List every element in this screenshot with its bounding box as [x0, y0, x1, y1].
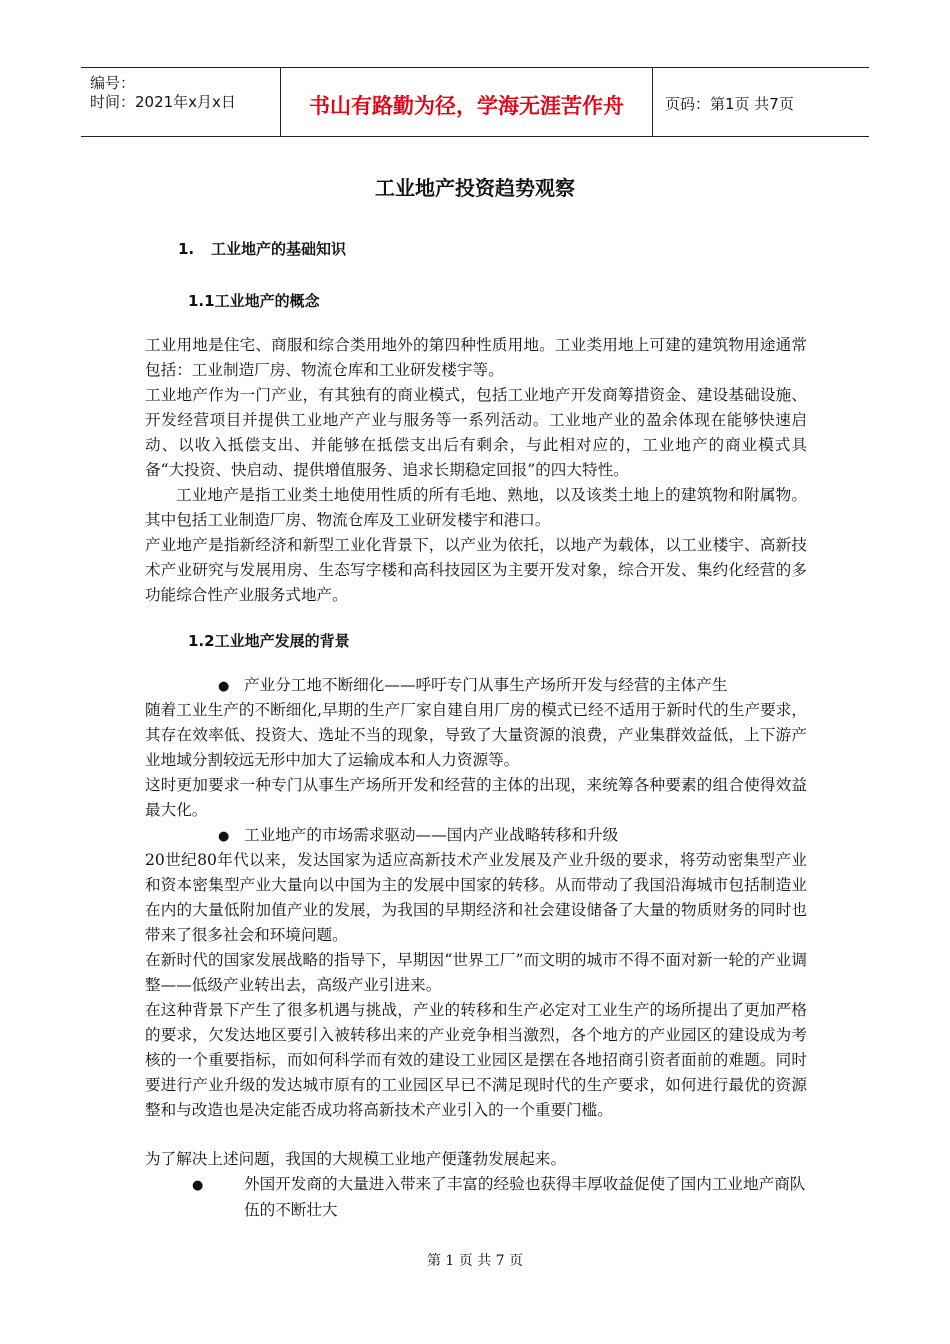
- section-number: 1.: [178, 240, 195, 258]
- paragraph: 这时更加要求一种专门从事生产场所开发和经营的主体的出现，来统筹各种要素的组合使得效益最大化。: [145, 776, 807, 819]
- paragraph: 20世纪80年代以来，发达国家为适应高新技术产业发展及产业升级的要求，将劳动密集型产业和资本密集型产业大量向以中国为主的发展中国家的转移。从而带动了我国沿海城市包括制造业在内的大量低附加值产业的发展，为我国的早期经济和社会建设储备了大量的物质财务的同时也带来了很多社会和环境问题。: [145, 851, 807, 944]
- bullet-icon: ●: [192, 1178, 204, 1193]
- section-1-1-heading: 1.1工业地产的概念: [188, 292, 320, 310]
- header-left-cell: [81, 68, 279, 136]
- bullet-icon: ●: [218, 829, 230, 844]
- bullet-item: [192, 1172, 809, 1223]
- bullet-text: 工业地产的市场需求驱动——国内产业战略转移和升级: [244, 826, 619, 844]
- header-table: [81, 67, 869, 137]
- page-label: 页码：第1页 共7页: [665, 95, 794, 113]
- section-1-heading: [178, 238, 346, 259]
- paragraph: 随着工业生产的不断细化,早期的生产厂家自建自用厂房的模式已经不适用于新时代的生产要求，其存在效率低、投资大、选址不当的现象，导致了大量资源的浪费，产业集群效益低，上下游产业地域分割较远无形中加大了运输成本和人力资源等。: [145, 701, 807, 769]
- bullet-text: 产业分工地不断细化——呼吁专门从事生产场所开发与经营的主体产生: [244, 676, 728, 694]
- bullet-item: [218, 673, 808, 699]
- paragraph: 工业地产是指工业类土地使用性质的所有毛地、熟地，以及该类土地上的建筑物和附属物。其中包括工业制造厂房、物流仓库及工业研发楼宇和港口。: [145, 486, 807, 529]
- page-footer: 第 1 页 共 7 页: [426, 1253, 524, 1269]
- bullet-text: 外国开发商的大量进入带来了丰富的经验也获得丰厚收益促使了国内工业地产商队伍的不断壮大: [244, 1175, 806, 1219]
- document-title: 工业地产投资趋势观察: [375, 176, 575, 200]
- header-right-cell: [653, 68, 869, 136]
- paragraph: 在新时代的国家发展战略的指导下，早期因“世界工厂”而文明的城市不得不面对新一轮的产业调整——低级产业转出去，高级产业引进来。: [145, 951, 807, 994]
- time-label: 时间：2021年x月x日: [90, 93, 236, 111]
- bullet-icon: ●: [218, 679, 230, 694]
- paragraph: 为了解决上述问题，我国的大规模工业地产便蓬勃发展起来。: [145, 1150, 567, 1168]
- motto: 书山有路勤为径，学海无涯苦作舟: [309, 94, 624, 118]
- paragraph: 工业地产作为一门产业，有其独有的商业模式，包括工业地产开发商筹措资金、建设基础设施、开发经营项目并提供工业地产产业与服务等一系列活动。工业地产业的盈余体现在能够快速启动、以收入抵偿支出、并能够在抵偿支出后有剩余，与此相对应的，工业地产的商业模式具备“大投资、快启动、提供增值服务、追求长期稳定回报”的四大特性。: [145, 386, 807, 479]
- section-1-2-heading: 1.2工业地产发展的背景: [188, 632, 350, 650]
- section-title: 工业地产的基础知识: [211, 240, 347, 258]
- bullet-item: [218, 823, 808, 849]
- paragraph: 产业地产是指新经济和新型工业化背景下，以产业为依托，以地产为载体，以工业楼宇、高新技术产业研究与发展用房、生态写字楼和高科技园区为主要开发对象，综合开发、集约化经营的多功能综合性产业服务式地产。: [145, 536, 807, 604]
- paragraph: 在这种背景下产生了很多机遇与挑战，产业的转移和生产必定对工业生产的场所提出了更加严格的要求，欠发达地区要引入被转移出来的产业竞争相当激烈，各个地方的产业园区的建设成为考核的一个重要指标，而如何科学而有效的建设工业园区是摆在各地招商引资者面前的难题。同时要进行产业升级的发达城市原有的工业园区早已不满足现时代的生产要求，如何进行最优的资源整和与改造也是决定能否成功将高新技术产业引入的一个重要门槛。: [145, 1001, 807, 1119]
- paragraph: 工业用地是住宅、商服和综合类用地外的第四种性质用地。工业类用地上可建的建筑物用途通常包括：工业制造厂房、物流仓库和工业研发楼宇等。: [145, 336, 807, 379]
- header-motto-cell: [280, 68, 653, 136]
- number-label: 编号：: [90, 74, 136, 92]
